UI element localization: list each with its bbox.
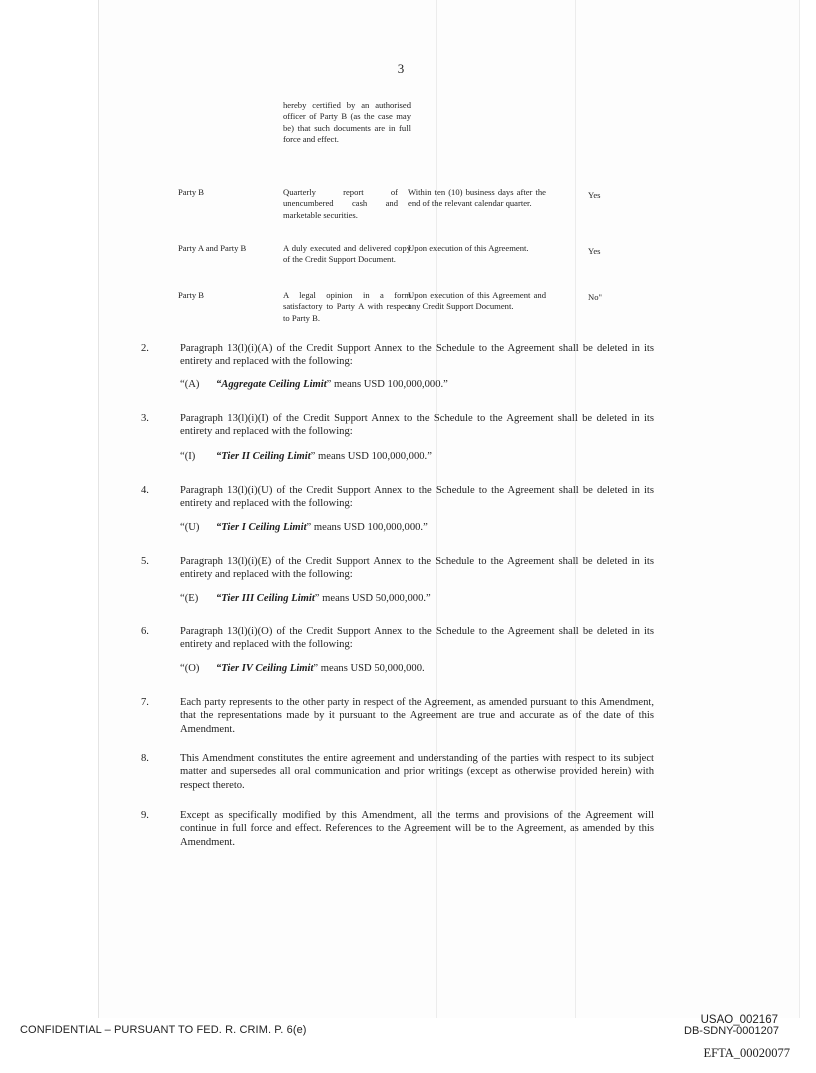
paragraph-number: 3. [141,413,149,424]
table-covered-cell: Yes [588,246,601,256]
paragraph-number: 9. [141,810,149,821]
paragraph-number: 5. [141,556,149,567]
defined-term: “Tier IV Ceiling Limit [216,663,314,674]
paragraph-number: 2. [141,343,149,354]
definition-label: “(A) [180,379,200,390]
paragraph-text: Paragraph 13(l)(i)(E) of the Credit Support Annex to the Schedule to the Agreement shall be deleted in its entirety and replaced with the following: [180,556,654,581]
paragraph-number: 6. [141,626,149,637]
table-party-cell: Party B [178,187,205,197]
bates-efta: EFTA_00020077 [703,1046,790,1060]
definition-label: “(U) [180,522,200,533]
definition-value: ” means USD 100,000,000.” [306,522,428,533]
paragraph-text: Each party represents to the other party in respect of the Agreement, as amended pursuant to this Amendment, that the representations made by it pursuant to the Agreement are true and accurate as of the date of this Amendment. [180,697,654,735]
definition-line [180,521,428,534]
confidential-footer: CONFIDENTIAL – PURSUANT TO FED. R. CRIM. P. 6(e) [20,1024,307,1036]
defined-term: “Tier II Ceiling Limit [216,451,311,462]
definition-line [180,592,431,605]
table-continuation-text: hereby certified by an authorised officer of Party B (as the case may be) that such documents are in full force and effect. [283,100,411,145]
page-number: 3 [397,61,405,76]
table-covered-cell: Yes [588,190,601,200]
table-date-cell: Upon execution of this Agreement. [408,243,529,253]
table-date-cell: Within ten (10) business days after the end of the relevant calendar quarter. [408,187,546,209]
definition-line [180,450,432,463]
paragraph-number: 8. [141,753,149,764]
table-covered-cell: No" [588,292,603,302]
paragraph-text: Paragraph 13(l)(i)(I) of the Credit Support Annex to the Schedule to the Agreement shall be deleted in its entirety and replaced with the following: [180,413,654,438]
paragraph-text: Except as specifically modified by this Amendment, all the terms and provisions of the Agreement will continue in full force and effect. References to the Agreement will be to the Agreement, as amended by this Amendment. [180,810,654,848]
definition-line [180,378,448,391]
paragraph-number: 7. [141,697,149,708]
table-date-cell: Upon execution of this Agreement and any Credit Support Document. [408,290,546,312]
definition-value: ” means USD 100,000,000.” [326,379,448,390]
paragraph-text: This Amendment constitutes the entire agreement and understanding of the parties with respect to its subject matter and supersedes all oral communication and prior writings (except as otherwise provided herein) with respect thereto. [180,753,654,791]
definition-label: “(O) [180,663,200,674]
paragraph-number: 4. [141,485,149,496]
paragraph-text: Paragraph 13(l)(i)(U) of the Credit Support Annex to the Schedule to the Agreement shall be deleted in its entirety and replaced with the following: [180,485,654,510]
definition-value: ” means USD 50,000,000. [313,663,425,674]
definition-value: ” means USD 50,000,000.” [314,593,431,604]
definition-line [180,662,425,675]
bates-db: DB-SDNY-0001207 [684,1025,779,1037]
definition-value: ” means USD 100,000,000.” [310,451,432,462]
definition-label: “(I) [180,451,196,462]
bates-usao: USAO_002167 [700,1014,778,1026]
paragraph-text: Paragraph 13(l)(i)(A) of the Credit Support Annex to the Schedule to the Agreement shall be deleted in its entirety and replaced with the following: [180,343,654,368]
table-party-cell: Party A and Party B [178,243,247,253]
table-party-cell: Party B [178,290,205,300]
table-document-cell: A duly executed and delivered copy of the Credit Support Document. [283,243,411,265]
paragraph-text: Paragraph 13(l)(i)(O) of the Credit Support Annex to the Schedule to the Agreement shall be deleted in its entirety and replaced with the following: [180,626,654,651]
defined-term: “Tier III Ceiling Limit [216,593,315,604]
definition-label: “(E) [180,593,199,604]
table-document-cell: Quarterly report of unencumbered cash and marketable securities. [283,187,398,220]
defined-term: “Aggregate Ceiling Limit [216,379,327,390]
defined-term: “Tier I Ceiling Limit [216,522,307,533]
table-document-cell: A legal opinion in a form satisfactory to Party A with respect to Party B. [283,290,411,323]
